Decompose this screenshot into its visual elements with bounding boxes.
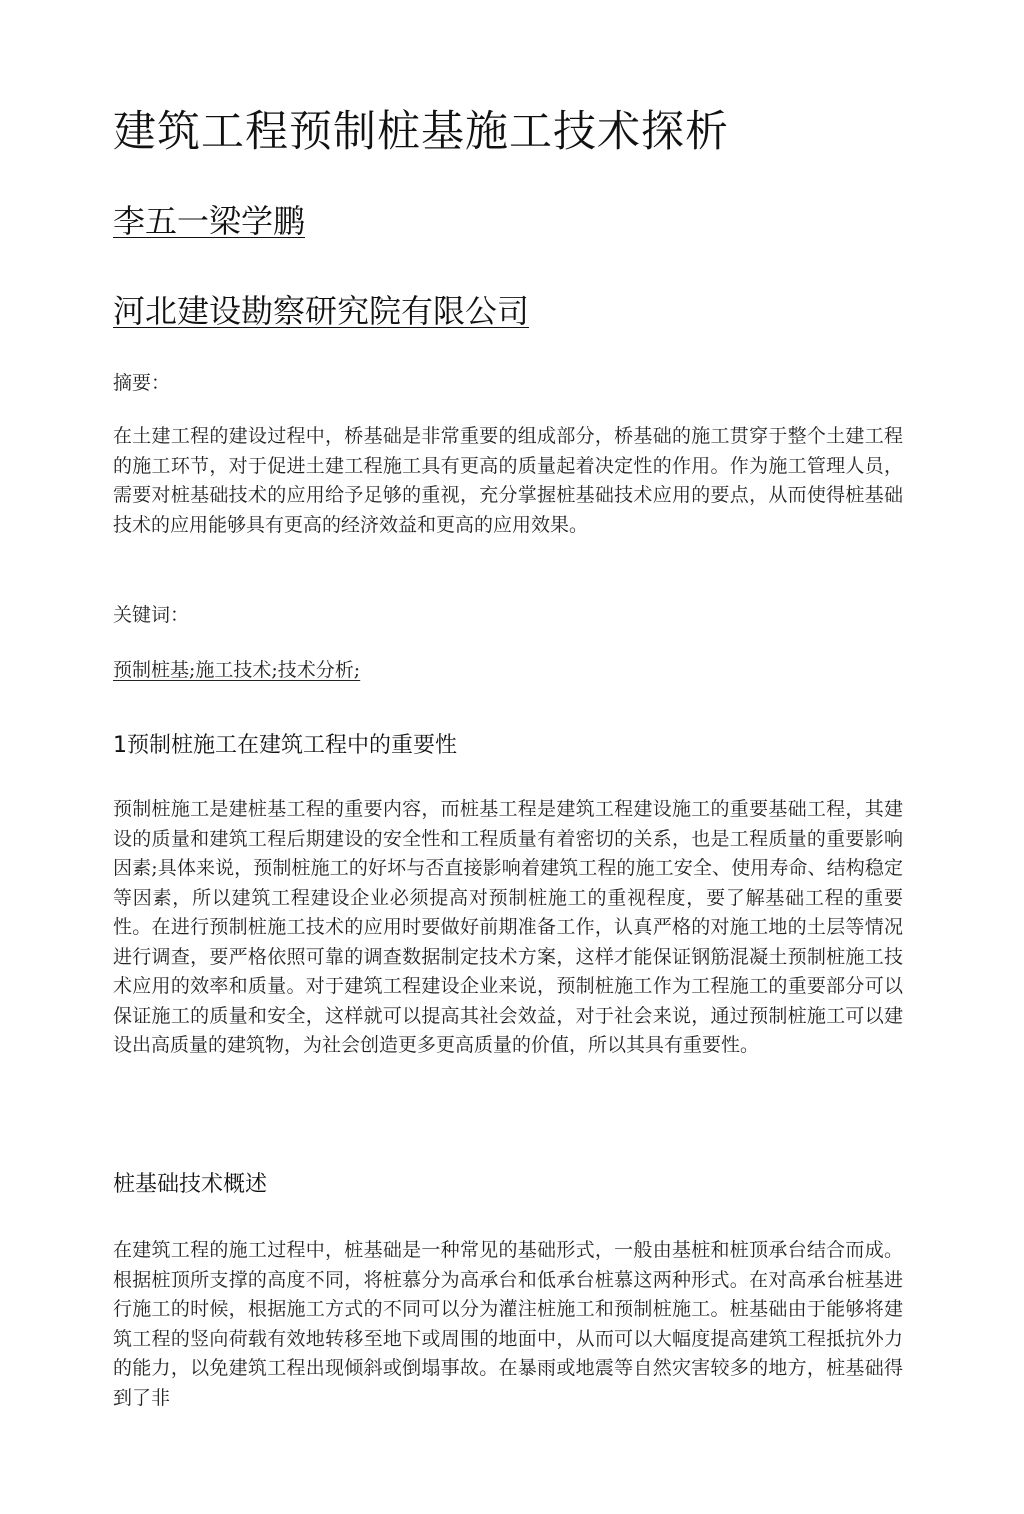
keywords-text: 预制桩基;施工技术;技术分析; [113, 659, 361, 681]
section-body-overview: 在建筑工程的施工过程中，桩基础是一种常见的基础形式，一般由基桩和桩顶承台结合而成。根据桩顶所支撑的高度不同，将桩慕分为高承台和低承台桩慕这两种形式。在对高承台桩基进行施工的时候，根据施工方式的不同可以分为灌注桩施工和预制桩施工。桩基础由于能够将建筑工程的竖向荷载有效地转移至地下或周围的地面中，从而可以大幅度提高建筑工程抵抗外力的能力，以免建筑工程出现倾斜或倒塌事故。在暴雨或地震等自然灾害较多的地方，桩基础得到了非 [113, 1239, 903, 1409]
authors-line: 李五一梁学鹏 [113, 202, 306, 240]
section-heading-importance: 1预制桩施工在建筑工程中的重要性 [113, 733, 457, 758]
keywords-label: 关键词： [113, 604, 190, 626]
abstract-text: 在土建工程的建设过程中，桥基础是非常重要的组成部分，桥基础的施工贯穿于整个土建工程的施工环节，对于促进土建工程施工具有更高的质量起着决定性的作用。作为施工管理人员，需要对桩基础技术的应用给予足够的重视，充分掌握桩基础技术应用的要点，从而使得桩基础技术的应用能够具有更高的经济效益和更高的应用效果。 [113, 425, 903, 536]
document-title: 建筑工程预制桩基施工技术探析 [113, 107, 729, 157]
section-body-importance: 预制桩施工是建桩基工程的重要内容，而桩基工程是建筑工程建设施工的重要基础工程，其建设的质量和建筑工程后期建设的安全性和工程质量有着密切的关系，也是工程质量的重要影响因素;具体来说，预制桩施工的好坏与否直接影响着建筑工程的施工安全、使用寿命、结构稳定等因素，所以建筑工程建设企业必须提高对预制桩施工的重视程度，要了解基础工程的重要性。在进行预制桩施工技术的应用时要做好前期准备工作，认真严格的对施工地的土层等情况进行调查，要严格依照可靠的调查数据制定技术方案，这样才能保证钢筋混凝土预制桩施工技术应用的效率和质量。对于建筑工程建设企业来说，预制桩施工作为工程施工的重要部分可以保证施工的质量和安全，这样就可以提高其社会效益，对于社会来说，通过预制桩施工可以建设出高质量的建筑物，为社会创造更多更高质量的价值，所以其具有重要性。 [113, 798, 903, 1056]
abstract-label: 摘要： [113, 372, 171, 394]
section-heading-overview: 桩基础技术概述 [113, 1172, 268, 1197]
affiliation-line: 河北建设勘察研究院有限公司 [113, 292, 530, 330]
